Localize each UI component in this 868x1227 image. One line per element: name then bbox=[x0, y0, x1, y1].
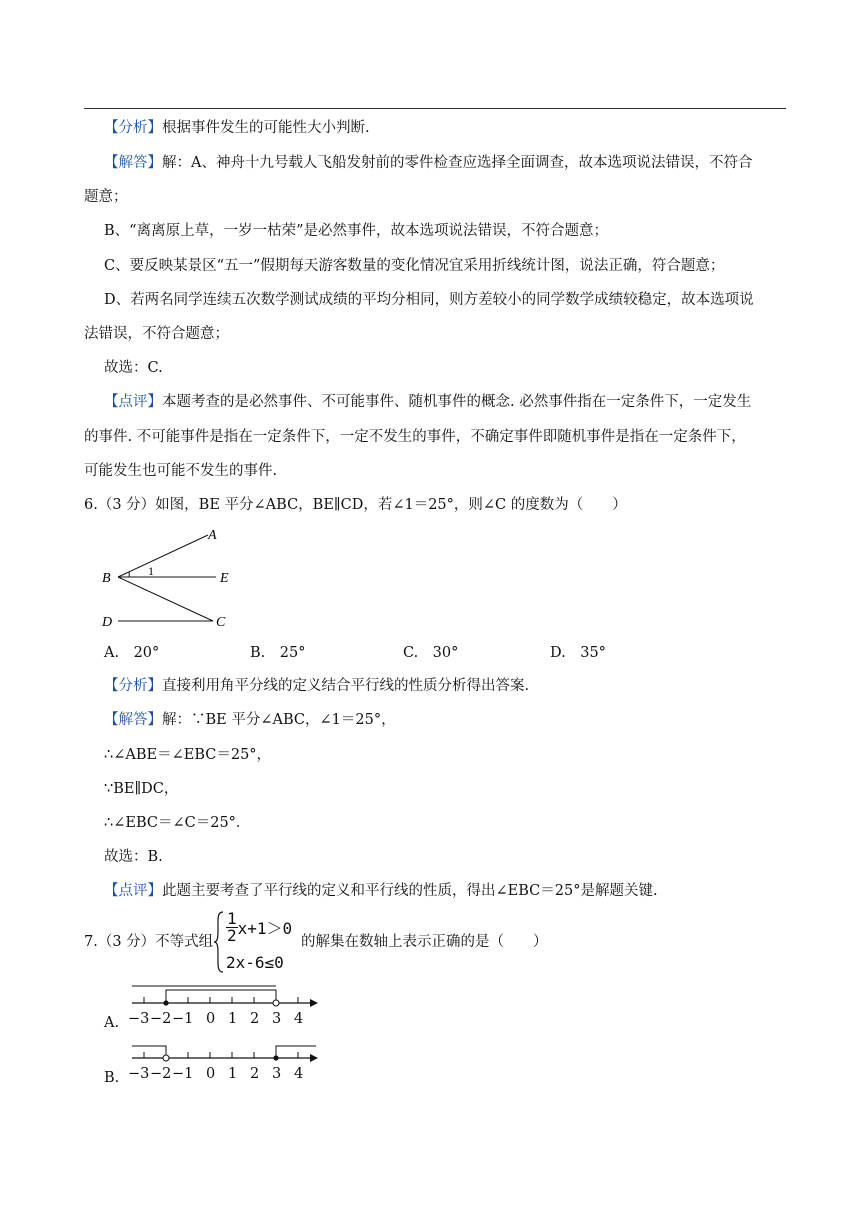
q6-option-b[interactable]: B. 25° bbox=[250, 645, 306, 661]
q5-answer-line-5: D、若两名同学连续五次数学测试成绩的平均分相同，则方差较小的同学数学成绩较稳定，故本选项说 bbox=[104, 292, 754, 308]
q5-answer-line-3: B、“离离原上草，一岁一枯荣”是必然事件，故本选项说法错误，不符合题意； bbox=[104, 223, 608, 239]
solution-bracket bbox=[166, 990, 276, 1003]
arrow-icon bbox=[310, 1054, 318, 1062]
q7-option-b-ticklabels bbox=[126, 1066, 326, 1086]
analysis-tag: 【分析】 bbox=[104, 120, 162, 136]
q5-review-line-2: 的事件. 不可能事件是指在一定条件下，一定不发生的事件，不确定事件即随机事件是指在一定条件下， bbox=[84, 429, 746, 445]
analysis-tag: 【分析】 bbox=[104, 678, 162, 694]
tick-label: 3 bbox=[272, 1011, 282, 1027]
analysis-text: 根据事件发生的可能性大小判断. bbox=[162, 120, 370, 136]
q5-answer-line-2: 题意； bbox=[84, 189, 128, 205]
q6-answer-line-4: ∴∠EBC＝∠C＝25°． bbox=[104, 815, 251, 831]
tick-label: −1 bbox=[172, 1011, 194, 1027]
q6-option-d[interactable]: D. 35° bbox=[550, 645, 606, 661]
tick-label: 0 bbox=[206, 1066, 216, 1082]
review-text: 本题考查的是必然事件、不可能事件、随机事件的概念. 必然事件指在一定条件下，一定发生 bbox=[162, 394, 752, 410]
tick-label: −3 bbox=[128, 1011, 150, 1027]
answer-text: 解：A、神舟十九号载人飞船发射前的零件检查应选择全面调查，故本选项说法错误，不符合 bbox=[162, 155, 753, 171]
open-point bbox=[273, 1000, 279, 1006]
q5-review-line-3: 可能发生也可能不发生的事件. bbox=[84, 463, 278, 479]
answer-tag: 【解答】 bbox=[104, 155, 162, 171]
q6-answer-line-2: ∴∠ABE＝∠EBC＝25°， bbox=[104, 747, 272, 763]
q5-answer-line-4: C、要反映某景区“五一”假期每天游客数量的变化情况宜采用折线统计图，说法正确，符合题意； bbox=[104, 258, 725, 274]
tick-label: 4 bbox=[294, 1066, 304, 1082]
review-tag: 【点评】 bbox=[104, 394, 162, 410]
segment-bc bbox=[118, 577, 213, 621]
tick-label: −2 bbox=[150, 1011, 172, 1027]
label-a: A bbox=[208, 528, 217, 543]
answer-tag: 【解答】 bbox=[104, 712, 162, 728]
answer-text: 解：∵BE 平分∠ABC，∠1＝25°， bbox=[162, 712, 396, 728]
eq1-numerator: 1 bbox=[227, 909, 237, 928]
review-tag: 【点评】 bbox=[104, 883, 162, 899]
q6-figure bbox=[98, 522, 238, 632]
q7-option-b-label[interactable]: B. bbox=[104, 1070, 120, 1086]
eq1-rest: x+1＞0 bbox=[237, 919, 293, 938]
filled-point bbox=[163, 1000, 168, 1005]
label-d: D bbox=[102, 615, 113, 630]
tick-label: 4 bbox=[294, 1011, 304, 1027]
q7-option-a-ticklabels bbox=[126, 1011, 326, 1031]
q6-review bbox=[104, 881, 658, 901]
tick-label: 0 bbox=[206, 1011, 216, 1027]
q5-analysis bbox=[104, 118, 370, 138]
tick-label: −3 bbox=[128, 1066, 150, 1082]
tick-label: 1 bbox=[228, 1011, 238, 1027]
tick-label: 3 bbox=[272, 1066, 282, 1082]
tick-label: −1 bbox=[172, 1066, 194, 1082]
label-angle-1: 1 bbox=[148, 564, 154, 578]
open-point bbox=[163, 1055, 169, 1061]
q7-stem-pre: 7.（3 分）不等式组 bbox=[84, 934, 214, 950]
q6-option-a[interactable]: A. 20° bbox=[104, 645, 160, 661]
q7-brace bbox=[213, 911, 225, 973]
q7-stem-post: 的解集在数轴上表示正确的是（ ） bbox=[301, 934, 548, 950]
q6-analysis bbox=[104, 676, 529, 696]
q5-choose: 故选：C. bbox=[104, 360, 163, 376]
q5-review-line-1 bbox=[104, 392, 751, 412]
q5-answer-line-1 bbox=[104, 153, 752, 173]
solution-left bbox=[132, 1046, 166, 1058]
label-b: B bbox=[102, 571, 111, 586]
tick-label: 1 bbox=[228, 1066, 238, 1082]
arrow-icon bbox=[310, 999, 318, 1007]
q6-answer-line-3: ∵BE∥DC， bbox=[104, 781, 179, 797]
q6-stem: 6.（3 分）如图，BE 平分∠ABC，BE∥CD，若∠1＝25°，则∠C 的度数为（ ） bbox=[84, 497, 627, 513]
ray-ba bbox=[118, 535, 208, 577]
q6-choose: 故选：B. bbox=[104, 849, 163, 865]
q5-answer-line-6: 法错误，不符合题意； bbox=[84, 326, 229, 342]
eq1-fraction bbox=[226, 911, 238, 944]
q6-option-c[interactable]: C. 30° bbox=[403, 645, 459, 661]
review-text: 此题主要考查了平行线的定义和平行线的性质，得出∠EBC＝25°是解题关键. bbox=[162, 883, 658, 899]
tick-label: 2 bbox=[250, 1011, 260, 1027]
filled-point bbox=[273, 1055, 278, 1060]
q7-eq2: 2x-6≤0 bbox=[226, 953, 284, 972]
q7-eq1 bbox=[226, 911, 292, 944]
label-e: E bbox=[220, 571, 229, 586]
tick-label: 2 bbox=[250, 1066, 260, 1082]
label-c: C bbox=[216, 615, 226, 630]
q6-answer-line-1 bbox=[104, 710, 396, 730]
analysis-text: 直接利用角平分线的定义结合平行线的性质分析得出答案. bbox=[162, 678, 530, 694]
header-rule bbox=[84, 108, 786, 109]
tick-label: −2 bbox=[150, 1066, 172, 1082]
eq1-denominator: 2 bbox=[227, 926, 237, 945]
q7-option-a-label[interactable]: A. bbox=[104, 1015, 120, 1031]
